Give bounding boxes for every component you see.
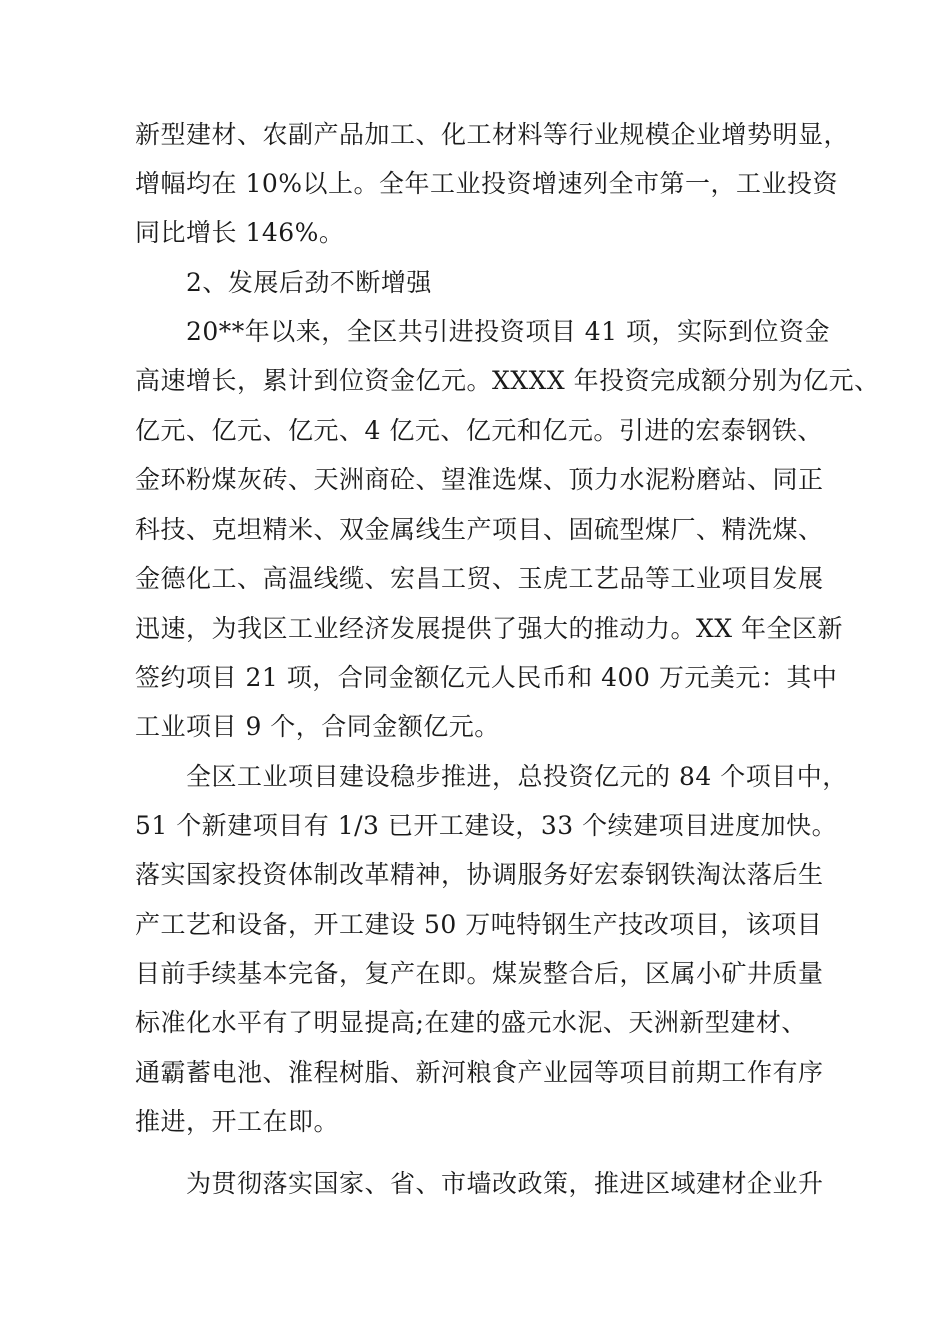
body-text-line: 落实国家投资体制改革精神，协调服务好宏泰钢铁淘汰落后生 — [135, 860, 824, 889]
body-text-line: 51 个新建项目有 1/3 已开工建设，33 个续建项目进度加快。 — [135, 811, 838, 840]
body-text-line: 金环粉煤灰砖、天洲商砼、望淮选煤、顶力水泥粉磨站、同正 — [135, 465, 824, 494]
body-text-line: 亿元、亿元、亿元、4 亿元、亿元和亿元。引进的宏泰钢铁、 — [135, 416, 823, 445]
body-text-line: 新型建材、农副产品加工、化工材料等行业规模企业增势明显， — [135, 120, 850, 149]
body-text-line: 标准化水平有了明显提高;在建的盛元水泥、天洲新型建材、 — [135, 1008, 807, 1037]
body-text-line: 产工艺和设备，开工建设 50 万吨特钢生产技改项目，该项目 — [135, 910, 823, 939]
body-text-line: 金德化工、高温线缆、宏昌工贸、玉虎工艺品等工业项目发展 — [135, 564, 824, 593]
section-heading: 2、发展后劲不断增强 — [186, 268, 432, 297]
body-text-line: 签约项目 21 项，合同金额亿元人民币和 400 万元美元：其中 — [135, 663, 838, 692]
body-text-line: 同比增长 146%。 — [135, 218, 345, 247]
body-text-line: 迅速，为我区工业经济发展提供了强大的推动力。XX 年全区新 — [135, 614, 844, 643]
body-text-line: 科技、克坦精米、双金属线生产项目、固硫型煤厂、精洗煤、 — [135, 515, 824, 544]
body-text-line: 目前手续基本完备，复产在即。煤炭整合后，区属小矿井质量 — [135, 959, 824, 988]
body-text-line: 全区工业项目建设稳步推进，总投资亿元的 84 个项目中， — [186, 762, 848, 791]
body-text-line: 通霸蓄电池、淮程树脂、新河粮食产业园等项目前期工作有序 — [135, 1058, 824, 1087]
body-text-line: 增幅均在 10%以上。全年工业投资增速列全市第一，工业投资 — [135, 169, 839, 198]
body-text-line: 推进，开工在即。 — [135, 1107, 340, 1136]
body-text-line: 工业项目 9 个，合同金额亿元。 — [135, 712, 500, 741]
body-text-line: 20**年以来，全区共引进投资项目 41 项，实际到位资金 — [186, 317, 831, 346]
body-text-line: 为贯彻落实国家、省、市墙改政策，推进区域建材企业升 — [186, 1169, 824, 1198]
body-text-line: 高速增长，累计到位资金亿元。XXXX 年投资完成额分别为亿元、 — [135, 366, 880, 395]
